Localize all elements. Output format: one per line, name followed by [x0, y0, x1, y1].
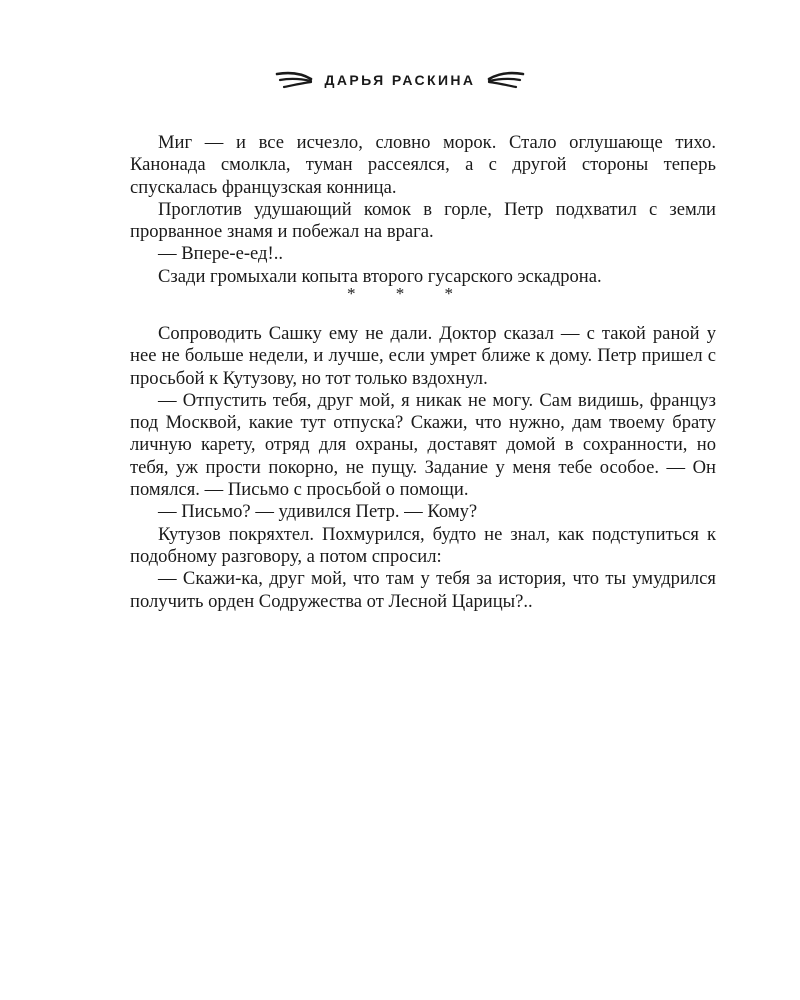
text-section-two — [130, 323, 716, 613]
paragraph: — Отпустить тебя, друг мой, я никак не могу. Сам видишь, француз под Москвой, какие тут отпуска? Скажи, что нужно, дам твоему брату личную карету, отряд для охраны, доставят домой в сохранности, но тебя, уж прости покорно, не пущу. Задание у меня тебе особое. — Он помялся. — Письмо с просьбой о помощи. — [130, 389, 716, 501]
paragraph: Кутузов покряхтел. Похмурился, будто не знал, как подступиться к подобному разговору, а потом спросил: — [130, 523, 716, 567]
section-separator: * * * — [347, 284, 471, 303]
swoosh-ornament-right-icon — [487, 69, 525, 91]
paragraph: — Впере-е-ед!.. — [158, 243, 283, 265]
swoosh-ornament-left-icon — [275, 69, 313, 91]
paragraph: — Скажи-ка, друг мой, что там у тебя за история, что ты умудрился получить орден Содружества от Лесной Царицы?.. — [130, 568, 716, 612]
paragraph: Сопроводить Сашку ему не дали. Доктор сказал — с такой раной у нее не больше недели, и лучше, если умрет ближе к дому. Петр пришел с просьбой к Кутузову, но тот только вздохнул. — [130, 323, 716, 389]
paragraph: Миг — и все исчезло, словно морок. Стало оглушающе тихо. Канонада смолкла, туман рассеялся, а с другой стороны теперь спускалась французская конница. — [130, 132, 716, 198]
paragraph: — Письмо? — удивился Петр. — Кому? — [158, 501, 478, 523]
paragraph: Проглотив удушающий комок в горле, Петр подхватил с земли прорванное знамя и побежал на врага. — [130, 198, 716, 243]
paragraph: Сзади громыхали копыта второго гусарского эскадрона. — [158, 265, 602, 287]
running-head — [0, 67, 800, 93]
book-author-title: ДАРЬЯ РАСКИНА — [324, 72, 476, 88]
text-section-one — [130, 132, 716, 288]
